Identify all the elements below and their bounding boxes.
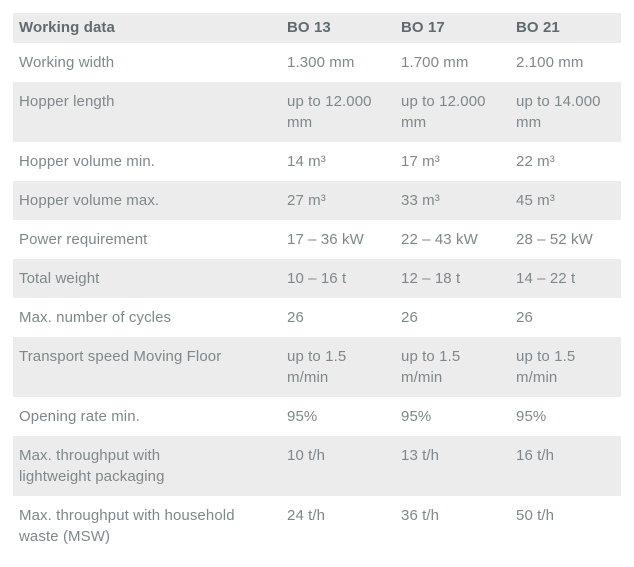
cell-value: 26 xyxy=(510,298,621,337)
cell-value: 36 t/h xyxy=(395,496,510,556)
cell-value: 50 t/h xyxy=(510,496,621,556)
cell-value: 22 – 43 kW xyxy=(395,220,510,259)
table-row-throughput-household xyxy=(13,496,621,556)
cell-value: 95% xyxy=(510,397,621,436)
cell-value: 33 m³ xyxy=(395,181,510,220)
cell-value: 17 – 36 kW xyxy=(281,220,395,259)
row-label: Hopper volume min. xyxy=(13,142,281,181)
table-row-total-weight xyxy=(13,259,621,298)
row-label: Total weight xyxy=(13,259,281,298)
header-label: Working data xyxy=(13,13,281,43)
cell-value: 22 m³ xyxy=(510,142,621,181)
row-label: Working width xyxy=(13,43,281,82)
row-label: Power requirement xyxy=(13,220,281,259)
column-header-bo21: BO 21 xyxy=(510,13,621,43)
cell-value: 10 t/h xyxy=(281,436,395,496)
cell-value: 45 m³ xyxy=(510,181,621,220)
row-label: Hopper length xyxy=(13,82,281,142)
row-label: Hopper volume max. xyxy=(13,181,281,220)
cell-value: 95% xyxy=(281,397,395,436)
cell-value: 26 xyxy=(395,298,510,337)
table-row-max-cycles xyxy=(13,298,621,337)
row-label: Max. throughput with household waste (MSW) xyxy=(13,496,281,556)
cell-value: up to 1.5 m/min xyxy=(395,337,510,397)
table-row-throughput-lightweight xyxy=(13,436,621,496)
table-row-transport-speed xyxy=(13,337,621,397)
row-label: Opening rate min. xyxy=(13,397,281,436)
row-label: Max. throughput with lightweight packaging xyxy=(13,436,281,496)
cell-value: up to 1.5 m/min xyxy=(281,337,395,397)
cell-value: 14 – 22 t xyxy=(510,259,621,298)
cell-value: 10 – 16 t xyxy=(281,259,395,298)
cell-value: 28 – 52 kW xyxy=(510,220,621,259)
cell-value: 27 m³ xyxy=(281,181,395,220)
working-data-table xyxy=(13,13,621,556)
cell-value: 1.300 mm xyxy=(281,43,395,82)
cell-value: 1.700 mm xyxy=(395,43,510,82)
row-label: Transport speed Moving Floor xyxy=(13,337,281,397)
row-label: Max. number of cycles xyxy=(13,298,281,337)
cell-value: 2.100 mm xyxy=(510,43,621,82)
cell-value: up to 12.000 mm xyxy=(395,82,510,142)
cell-value: up to 14.000 mm xyxy=(510,82,621,142)
table-row-working-width xyxy=(13,43,621,82)
table-row-hopper-volume-min xyxy=(13,142,621,181)
table-row-opening-rate xyxy=(13,397,621,436)
cell-value: 24 t/h xyxy=(281,496,395,556)
column-header-bo13: BO 13 xyxy=(281,13,395,43)
cell-value: 12 – 18 t xyxy=(395,259,510,298)
cell-value: 14 m³ xyxy=(281,142,395,181)
cell-value: up to 1.5 m/min xyxy=(510,337,621,397)
column-header-bo17: BO 17 xyxy=(395,13,510,43)
cell-value: 95% xyxy=(395,397,510,436)
cell-value: up to 12.000 mm xyxy=(281,82,395,142)
cell-value: 17 m³ xyxy=(395,142,510,181)
table-row-hopper-volume-max xyxy=(13,181,621,220)
cell-value: 26 xyxy=(281,298,395,337)
table-header-row xyxy=(13,13,621,43)
cell-value: 16 t/h xyxy=(510,436,621,496)
table-row-hopper-length xyxy=(13,82,621,142)
table-row-power-requirement xyxy=(13,220,621,259)
cell-value: 13 t/h xyxy=(395,436,510,496)
